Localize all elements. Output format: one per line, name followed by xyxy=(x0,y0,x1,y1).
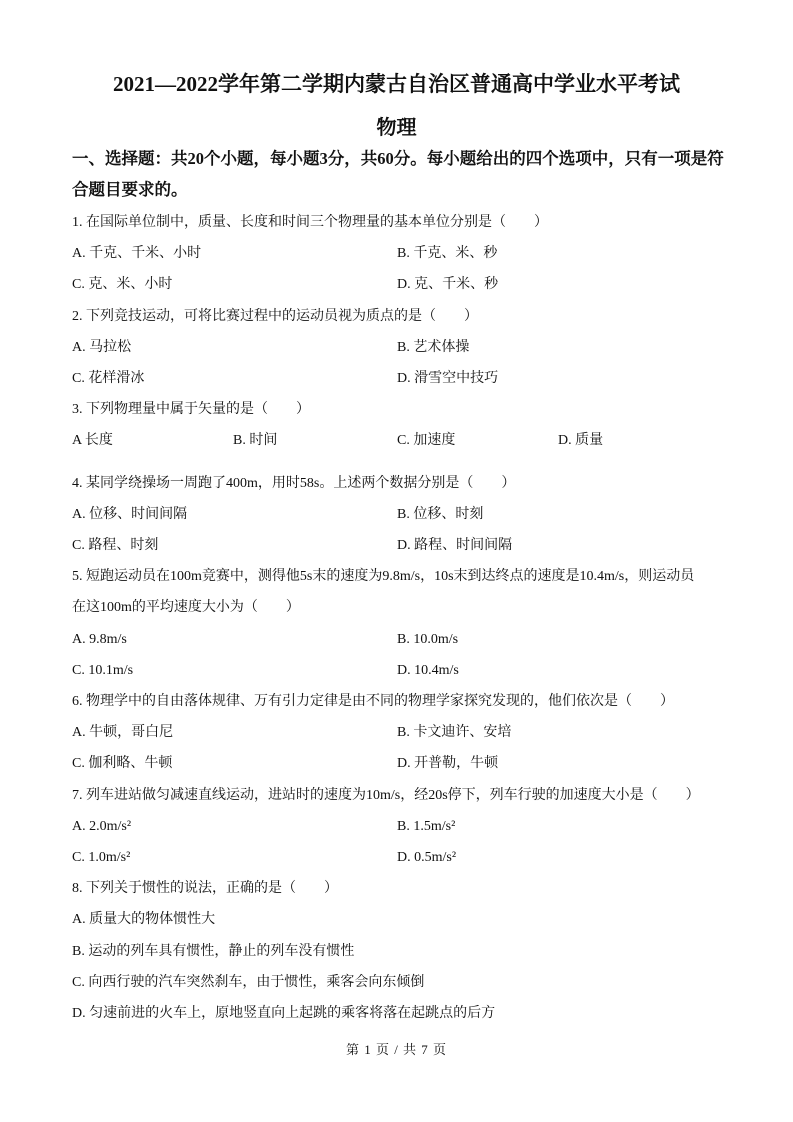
option-row xyxy=(72,717,732,748)
option: B. 10.0m/s xyxy=(397,631,459,647)
question-stem: 5. 短跑运动员在100m竞赛中，测得他5s末的速度为9.8m/s，10s末到达终点的速度是10.4m/s，则运动员 xyxy=(72,569,695,585)
option: B. 艺术体操 xyxy=(397,339,470,355)
option: A 长度 xyxy=(72,433,113,449)
option: D. 克、千米、秒 xyxy=(397,277,499,293)
option: D. 10.4m/s xyxy=(397,662,459,678)
page-footer: 第 1 页 / 共 7 页 xyxy=(345,1042,448,1057)
exam-title: 2021—2022学年第二学期内蒙古自治区普通高中学业水平考试 xyxy=(113,72,680,96)
option: C. 花样滑冰 xyxy=(72,371,145,386)
option-row xyxy=(72,655,732,686)
option: C. 克、米、小时 xyxy=(72,277,173,293)
option-row xyxy=(72,363,732,394)
question-stem: 2. 下列竞技运动，可将比赛过程中的运动员视为质点的是（ ） xyxy=(72,308,478,324)
question-stem: 8. 下列关于惯性的说法，正确的是（ ） xyxy=(72,881,338,897)
section-heading: 一、选择题：共20个小题，每小题3分，共60分。每小题给出的四个选项中，只有一项是符合题目要求的。 xyxy=(72,149,724,199)
option: D. 质量 xyxy=(558,433,604,449)
option-row xyxy=(72,842,732,873)
question-stem: 6. 物理学中的自由落体规律、万有引力定律是由不同的物理学家探究发现的，他们依次是（ ） xyxy=(72,694,674,709)
option: A. 9.8m/s xyxy=(72,631,127,647)
question-stem: 在这100m的平均速度大小为（ ） xyxy=(72,600,300,616)
option: C. 10.1m/s xyxy=(72,662,134,678)
question-stem: 4. 某同学绕操场一周跑了400m，用时58s。上述两个数据分别是（ ） xyxy=(72,475,516,491)
option: A. 牛顿，哥白尼 xyxy=(72,725,174,741)
option-row xyxy=(72,238,732,269)
option: B. 1.5m/s² xyxy=(397,818,456,834)
option: D. 路程、时间间隔 xyxy=(397,538,513,553)
option-row xyxy=(72,624,732,655)
option-row xyxy=(72,530,732,561)
option: A. 位移、时间间隔 xyxy=(72,506,188,522)
option: D. 匀速前进的火车上，原地竖直向上起跳的乘客将落在起跳点的后方 xyxy=(72,1006,496,1021)
option: B. 时间 xyxy=(233,433,278,449)
subject-title: 物理 xyxy=(376,117,417,139)
option: B. 千克、米、秒 xyxy=(397,246,498,262)
option-row xyxy=(72,332,732,363)
option: A. 马拉松 xyxy=(72,339,132,355)
option-row xyxy=(72,748,732,779)
option: A. 2.0m/s² xyxy=(72,818,132,834)
option: B. 卡文迪许、安培 xyxy=(397,725,512,741)
option: B. 位移、时刻 xyxy=(397,506,484,522)
option: C. 路程、时刻 xyxy=(72,538,159,553)
option-row xyxy=(72,811,732,842)
option: C. 加速度 xyxy=(397,433,456,449)
option: D. 0.5m/s² xyxy=(397,850,457,865)
option: D. 开普勒，牛顿 xyxy=(397,756,499,772)
option: C. 1.0m/s² xyxy=(72,850,131,865)
question-stem: 1. 在国际单位制中，质量、长度和时间三个物理量的基本单位分别是（ ） xyxy=(72,215,548,230)
option: A. 质量大的物体惯性大 xyxy=(72,912,216,928)
option: C. 伽利略、牛顿 xyxy=(72,756,173,772)
option-row xyxy=(72,269,732,300)
option: C. 向西行驶的汽车突然刹车，由于惯性，乘客会向东倾倒 xyxy=(72,974,425,990)
option-row xyxy=(72,499,732,530)
question-stem: 7. 列车进站做匀减速直线运动，进站时的速度为10m/s，经20s停下，列车行驶的加速度大小是（ ） xyxy=(72,787,700,803)
option: B. 运动的列车具有惯性，静止的列车没有惯性 xyxy=(72,943,355,959)
option-row xyxy=(72,425,732,456)
option: D. 滑雪空中技巧 xyxy=(397,371,499,386)
option: A. 千克、千米、小时 xyxy=(72,246,202,262)
question-stem: 3. 下列物理量中属于矢量的是（ ） xyxy=(72,402,310,418)
